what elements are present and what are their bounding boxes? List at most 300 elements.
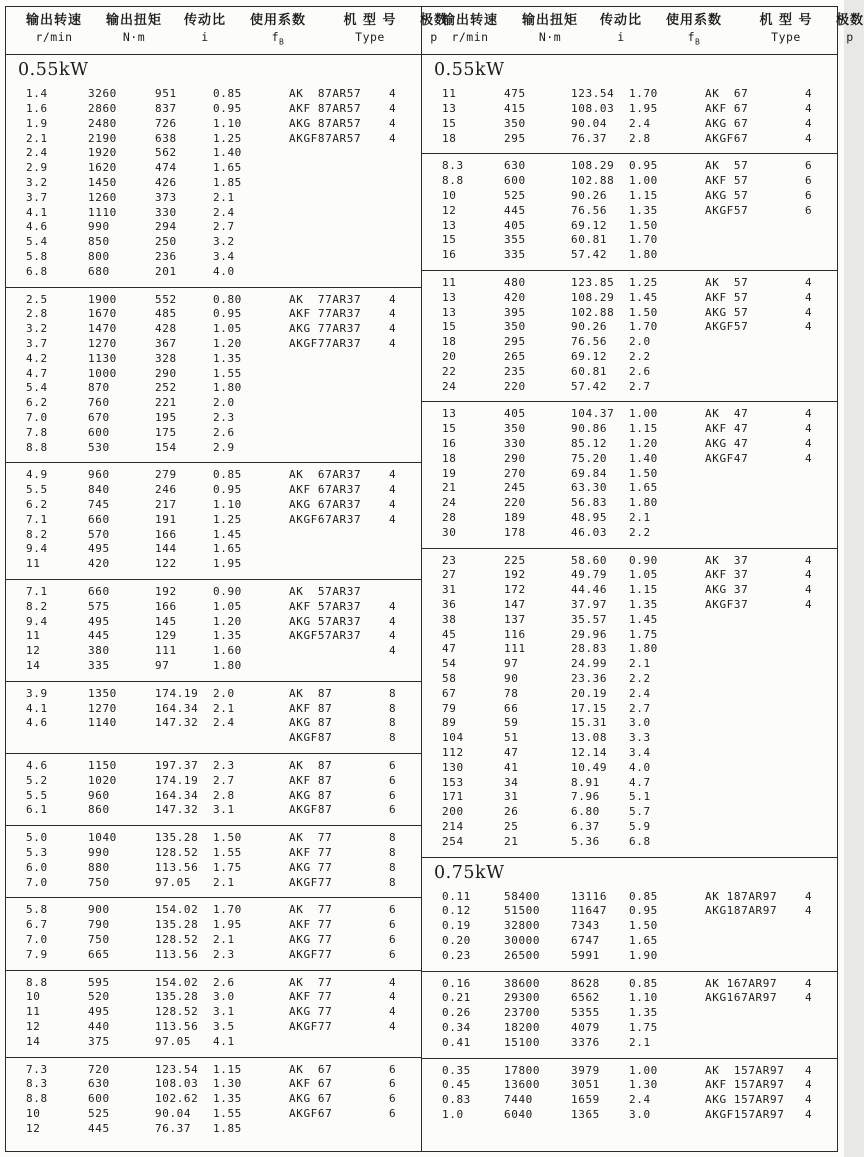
cell-speed: 11 [442, 87, 457, 101]
cell-ratio: 128.52 [155, 1005, 199, 1019]
cell-torque: 595 [88, 975, 110, 989]
cell-speed: 18 [442, 131, 457, 145]
cell-torque: 26500 [504, 948, 541, 962]
cell-torque: 295 [504, 131, 526, 145]
page-border [5, 6, 864, 1152]
cell-ratio: 76.37 [571, 131, 608, 145]
header-output-speed-zh: 输出转速 [25, 13, 82, 28]
cell-factor: 3.5 [213, 1019, 235, 1033]
cell-speed: 19 [442, 466, 457, 480]
cell-factor: 0.95 [213, 483, 242, 497]
cell-poles: 6 [389, 918, 397, 932]
cell-torque: 1920 [88, 146, 117, 160]
table-row [422, 248, 837, 263]
cell-torque: 445 [88, 629, 110, 643]
cell-speed: 4.2 [26, 351, 48, 365]
cell-type: AKF 67 [705, 102, 749, 116]
header-output-speed-unit: r/min [35, 30, 73, 44]
header-output-speed [14, 12, 94, 50]
cell-ratio: 5.36 [571, 834, 600, 848]
cell-speed: 12 [442, 203, 457, 217]
table-row [6, 235, 421, 250]
table-row [6, 600, 421, 615]
table-row [422, 306, 837, 321]
cell-type: AK 47 [705, 407, 749, 421]
cell-speed: 2.5 [26, 292, 48, 306]
cell-torque: 1270 [88, 701, 117, 715]
cell-poles: 4 [389, 307, 397, 321]
cell-speed: 4.9 [26, 468, 48, 482]
cell-poles: 4 [805, 553, 813, 567]
cell-torque: 840 [88, 483, 110, 497]
cell-factor: 1.50 [629, 466, 658, 480]
cell-torque: 475 [504, 87, 526, 101]
cell-torque: 1350 [88, 686, 117, 700]
cell-speed: 171 [442, 790, 464, 804]
cell-type: AKG 77 [289, 860, 333, 874]
cell-poles: 6 [805, 203, 813, 217]
cell-speed: 5.5 [26, 483, 48, 497]
cell-ratio: 113.56 [155, 947, 199, 961]
cell-factor: 2.3 [213, 411, 235, 425]
cell-ratio: 174.19 [155, 773, 199, 787]
table-row [422, 628, 837, 643]
spec-block [422, 1058, 837, 1130]
table-row [422, 949, 837, 964]
cell-ratio: 250 [155, 235, 177, 249]
cell-torque: 525 [504, 189, 526, 203]
cell-type: AKGF77 [289, 947, 333, 961]
table-header-left [6, 7, 449, 55]
cell-torque: 225 [504, 553, 526, 567]
table-row [422, 790, 837, 805]
cell-speed: 13 [442, 407, 457, 421]
cell-poles: 4 [805, 407, 813, 421]
cell-factor: 2.8 [213, 788, 235, 802]
cell-speed: 7.0 [26, 411, 48, 425]
cell-type: AKF 57 [705, 174, 749, 188]
cell-factor: 2.0 [213, 396, 235, 410]
table-row [6, 731, 421, 746]
cell-type: AKGF67AR37 [289, 512, 362, 526]
cell-torque: 990 [88, 845, 110, 859]
table-header-right [422, 7, 864, 55]
table-row [6, 1122, 421, 1137]
cell-torque: 116 [504, 627, 526, 641]
cell-speed: 10 [26, 990, 41, 1004]
table-row [422, 702, 837, 717]
cell-type: AKF 37 [705, 568, 749, 582]
cell-ratio: 60.81 [571, 364, 608, 378]
table-body-left [6, 55, 421, 1151]
cell-ratio: 63.30 [571, 481, 608, 495]
cell-torque: 235 [504, 364, 526, 378]
cell-torque: 1110 [88, 205, 117, 219]
cell-torque: 335 [88, 658, 110, 672]
cell-ratio: 197.37 [155, 758, 199, 772]
cell-speed: 2.9 [26, 161, 48, 175]
table-row [6, 426, 421, 441]
cell-torque: 78 [504, 686, 519, 700]
cell-torque: 34 [504, 775, 519, 789]
cell-ratio: 56.83 [571, 496, 608, 510]
cell-torque: 29300 [504, 991, 541, 1005]
table-row [422, 805, 837, 820]
table-row [6, 976, 421, 991]
table-row [422, 452, 837, 467]
cell-factor: 2.7 [629, 701, 651, 715]
cell-factor: 1.30 [213, 1077, 242, 1091]
cell-type: AKF 77 [289, 845, 333, 859]
table-row [422, 904, 837, 919]
cell-ratio: 428 [155, 322, 177, 336]
cell-ratio: 135.28 [155, 990, 199, 1004]
cell-speed: 4.6 [26, 220, 48, 234]
cell-speed: 13 [442, 290, 457, 304]
cell-poles: 4 [805, 276, 813, 290]
cell-ratio: 552 [155, 292, 177, 306]
cell-torque: 790 [88, 918, 110, 932]
cell-torque: 13600 [504, 1078, 541, 1092]
table-row [422, 189, 837, 204]
cell-type: AK 67 [705, 87, 749, 101]
cell-speed: 0.20 [442, 933, 471, 947]
cell-factor: 1.70 [213, 903, 242, 917]
cell-ratio: 147.32 [155, 716, 199, 730]
cell-factor: 4.0 [629, 760, 651, 774]
cell-type: AKGF67 [705, 131, 749, 145]
cell-ratio: 69.84 [571, 466, 608, 480]
table-row [6, 337, 421, 352]
spec-block [6, 681, 421, 753]
cell-torque: 630 [88, 1077, 110, 1091]
table-row [6, 220, 421, 235]
cell-torque: 1670 [88, 307, 117, 321]
table-row [422, 467, 837, 482]
cell-torque: 445 [88, 1121, 110, 1135]
cell-type: AKF 157AR97 [705, 1078, 785, 1092]
cell-torque: 90 [504, 671, 519, 685]
cell-factor: 1.95 [213, 557, 242, 571]
cell-factor: 2.1 [629, 657, 651, 671]
cell-torque: 880 [88, 860, 110, 874]
cell-speed: 16 [442, 248, 457, 262]
header-service-factor-unit: $f_B$ [687, 30, 701, 47]
cell-ratio: 191 [155, 512, 177, 526]
cell-factor: 2.1 [629, 1035, 651, 1049]
power-section-title: 0.75kW [422, 857, 837, 885]
table-row [6, 250, 421, 265]
cell-speed: 8.2 [26, 527, 48, 541]
cell-factor: 3.0 [213, 990, 235, 1004]
table-row [422, 746, 837, 761]
cell-ratio: 111 [155, 644, 177, 658]
cell-ratio: 35.57 [571, 612, 608, 626]
cell-speed: 36 [442, 598, 457, 611]
cell-ratio: 426 [155, 176, 177, 190]
cell-type: AKF 77 [289, 918, 333, 932]
cell-factor: 0.95 [213, 307, 242, 321]
cell-factor: 1.20 [213, 614, 242, 628]
table-row [6, 716, 421, 731]
cell-speed: 24 [442, 496, 457, 510]
cell-factor: 1.85 [213, 1121, 242, 1135]
cell-type: AKGF77AR37 [289, 337, 362, 351]
table-row [6, 990, 421, 1005]
spec-block [422, 401, 837, 547]
cell-factor: 3.1 [213, 1005, 235, 1019]
cell-type: AKG 87AR57 [289, 116, 362, 130]
table-row [6, 102, 421, 117]
cell-factor: 4.7 [629, 775, 651, 789]
cell-torque: 575 [88, 599, 110, 613]
cell-ratio: 6747 [571, 933, 600, 947]
cell-type: AKF 57 [705, 290, 749, 304]
cell-ratio: 174.19 [155, 686, 199, 700]
cell-speed: 6.2 [26, 498, 48, 512]
table-row [422, 511, 837, 526]
cell-poles: 4 [805, 991, 813, 1005]
cell-factor: 1.10 [213, 116, 242, 130]
cell-poles: 6 [389, 1092, 397, 1106]
cell-type: AKGF37 [705, 598, 749, 611]
cell-ratio: 90.26 [571, 320, 608, 334]
cell-torque: 147 [504, 598, 526, 611]
cell-type: AK 57AR37 [289, 585, 362, 598]
cell-torque: 3260 [88, 87, 117, 101]
cell-speed: 79 [442, 701, 457, 715]
cell-poles: 4 [805, 1078, 813, 1092]
table-row [6, 132, 421, 147]
cell-poles: 4 [805, 451, 813, 465]
cell-torque: 525 [88, 1106, 110, 1120]
cell-speed: 1.0 [442, 1107, 464, 1121]
cell-factor: 1.90 [629, 948, 658, 962]
table-row [6, 903, 421, 918]
cell-poles: 4 [805, 889, 813, 903]
table-row [422, 1093, 837, 1108]
cell-poles: 4 [805, 305, 813, 319]
cell-factor: 1.60 [213, 644, 242, 658]
cell-torque: 30000 [504, 933, 541, 947]
cell-torque: 1020 [88, 773, 117, 787]
table-row [6, 1077, 421, 1092]
cell-speed: 15 [442, 116, 457, 130]
cell-poles: 4 [389, 975, 397, 989]
cell-factor: 1.10 [213, 498, 242, 512]
cell-ratio: 128.52 [155, 932, 199, 946]
cell-ratio: 108.03 [155, 1077, 199, 1091]
cell-speed: 58 [442, 671, 457, 685]
cell-speed: 21 [442, 481, 457, 495]
cell-torque: 660 [88, 512, 110, 526]
spec-block [422, 885, 837, 971]
cell-type: AKG 57 [705, 189, 749, 203]
cell-type: AKG 87 [289, 788, 333, 802]
cell-speed: 0.34 [442, 1020, 471, 1034]
cell-speed: 13 [442, 102, 457, 116]
cell-speed: 4.1 [26, 701, 48, 715]
cell-type: AKG 57AR37 [289, 614, 362, 628]
table-row [422, 672, 837, 687]
cell-torque: 26 [504, 805, 519, 819]
table-row [422, 117, 837, 132]
cell-torque: 1270 [88, 337, 117, 351]
cell-speed: 24 [442, 379, 457, 393]
cell-poles: 6 [389, 947, 397, 961]
cell-speed: 27 [442, 568, 457, 582]
header-ratio-unit: i [617, 30, 625, 44]
cell-type: AKG 37 [705, 583, 749, 597]
cell-speed: 8.8 [26, 975, 48, 989]
cell-speed: 12 [26, 1019, 41, 1033]
cell-ratio: 108.29 [571, 290, 615, 304]
cell-torque: 750 [88, 932, 110, 946]
cell-factor: 1.35 [213, 1092, 242, 1106]
table-row [6, 1005, 421, 1020]
cell-type: AK 187AR97 [705, 889, 778, 903]
cell-torque: 350 [504, 320, 526, 334]
cell-ratio: 5355 [571, 1006, 600, 1020]
cell-factor: 1.05 [629, 568, 658, 582]
cell-factor: 1.65 [213, 542, 242, 556]
cell-torque: 1130 [88, 351, 117, 365]
cell-speed: 0.35 [442, 1063, 471, 1077]
cell-speed: 4.1 [26, 205, 48, 219]
cell-ratio: 175 [155, 425, 177, 439]
cell-factor: 1.40 [629, 451, 658, 465]
cell-speed: 47 [442, 642, 457, 656]
cell-factor: 2.4 [213, 205, 235, 219]
cell-type: AKGF77 [289, 1019, 333, 1033]
cell-factor: 1.15 [629, 189, 658, 203]
header-output-torque-zh: 输出扭矩 [521, 13, 578, 28]
table-row [422, 102, 837, 117]
table-row [6, 146, 421, 161]
cell-torque: 665 [88, 947, 110, 961]
cell-torque: 850 [88, 235, 110, 249]
cell-speed: 4.6 [26, 716, 48, 730]
cell-factor: 1.25 [629, 276, 658, 290]
cell-speed: 28 [442, 511, 457, 525]
cell-factor: 1.50 [629, 218, 658, 232]
spec-block [422, 82, 837, 153]
cell-ratio: 144 [155, 542, 177, 556]
cell-ratio: 90.26 [571, 189, 608, 203]
cell-speed: 1.4 [26, 87, 48, 101]
cell-ratio: 129 [155, 629, 177, 643]
table-row [6, 396, 421, 411]
power-section-title: 0.55kW [434, 60, 505, 81]
cell-speed: 153 [442, 775, 464, 789]
cell-factor: 1.15 [629, 583, 658, 597]
header-type-zh: 机 型 号 [343, 13, 397, 28]
cell-speed: 8.8 [26, 1092, 48, 1106]
cell-ratio: 102.62 [155, 1092, 199, 1106]
cell-ratio: 217 [155, 498, 177, 512]
table-row [422, 291, 837, 306]
header-output-speed-zh: 输出转速 [441, 13, 498, 28]
cell-factor: 1.55 [213, 845, 242, 859]
cell-torque: 900 [88, 903, 110, 917]
cell-speed: 7.8 [26, 425, 48, 439]
table-row [6, 831, 421, 846]
cell-factor: 1.35 [213, 629, 242, 643]
cell-type: AKF 57AR37 [289, 599, 362, 613]
cell-torque: 220 [504, 379, 526, 393]
cell-type: AK 37 [705, 553, 749, 567]
cell-torque: 6040 [504, 1107, 533, 1121]
cell-poles: 4 [389, 990, 397, 1004]
header-poles [836, 12, 864, 50]
cell-poles: 4 [389, 87, 397, 101]
cell-speed: 0.12 [442, 904, 471, 918]
cell-ratio: 166 [155, 599, 177, 613]
cell-speed: 11 [442, 276, 457, 290]
cell-ratio: 12.14 [571, 745, 608, 759]
cell-speed: 11 [26, 557, 41, 571]
table-row [422, 422, 837, 437]
cell-ratio: 367 [155, 337, 177, 351]
cell-torque: 800 [88, 250, 110, 264]
spec-block [422, 153, 837, 270]
cell-ratio: 192 [155, 585, 177, 598]
cell-speed: 30 [442, 525, 457, 539]
cell-torque: 1470 [88, 322, 117, 336]
cell-torque: 745 [88, 498, 110, 512]
table-row [422, 716, 837, 731]
cell-torque: 445 [504, 203, 526, 217]
header-type-unit: Type [355, 30, 385, 44]
cell-speed: 5.0 [26, 831, 48, 845]
cell-torque: 220 [504, 496, 526, 510]
cell-poles: 6 [389, 903, 397, 917]
cell-torque: 41 [504, 760, 519, 774]
cell-torque: 47 [504, 745, 519, 759]
cell-speed: 16 [442, 437, 457, 451]
cell-type: AKGF87AR57 [289, 131, 362, 145]
table-row [6, 498, 421, 513]
cell-speed: 8.2 [26, 599, 48, 613]
cell-type: AKG 67 [289, 1092, 333, 1106]
cell-speed: 13 [442, 305, 457, 319]
cell-ratio: 145 [155, 614, 177, 628]
cell-speed: 15 [442, 233, 457, 247]
cell-ratio: 108.03 [571, 102, 615, 116]
spec-block [6, 897, 421, 969]
cell-torque: 405 [504, 407, 526, 421]
cell-poles: 4 [389, 599, 397, 613]
table-row [6, 557, 421, 572]
cell-speed: 11 [26, 629, 41, 643]
cell-speed: 5.8 [26, 903, 48, 917]
table-column-right [422, 7, 864, 1151]
cell-poles: 8 [389, 860, 397, 874]
cell-ratio: 24.99 [571, 657, 608, 671]
cell-type: AKGF57 [705, 203, 749, 217]
cell-ratio: 75.20 [571, 451, 608, 465]
cell-torque: 720 [88, 1062, 110, 1076]
cell-type: AK 67 [289, 1062, 333, 1076]
table-row [6, 206, 421, 221]
cell-type: AK 77AR37 [289, 292, 362, 306]
table-row [6, 933, 421, 948]
cell-factor: 1.35 [629, 598, 658, 611]
cell-poles: 8 [389, 716, 397, 730]
cell-speed: 5.2 [26, 773, 48, 787]
cell-factor: 1.80 [629, 642, 658, 656]
cell-factor: 2.4 [629, 116, 651, 130]
